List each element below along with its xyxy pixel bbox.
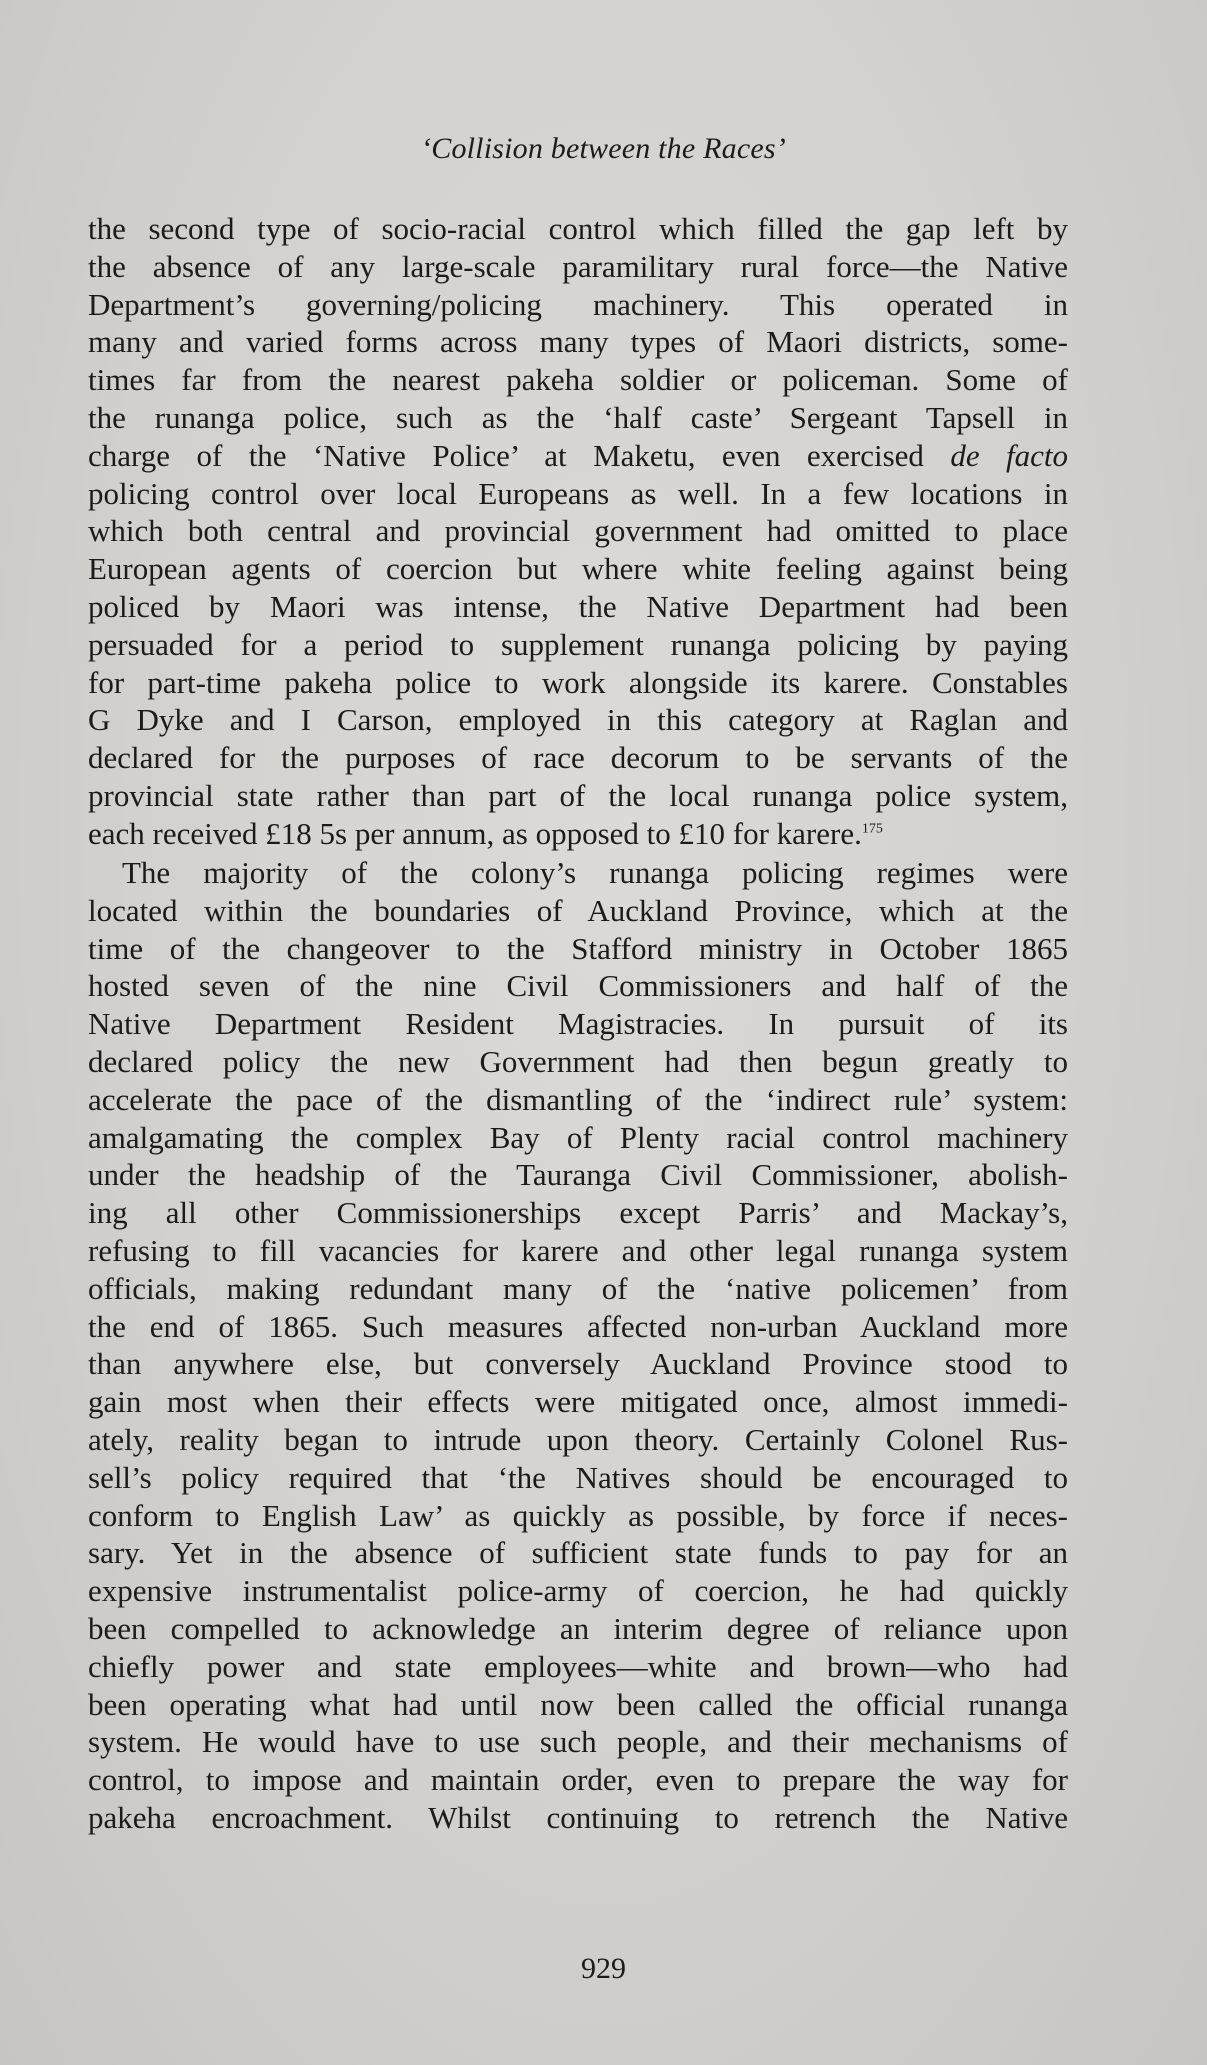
text-line-with-italic [88,437,1068,475]
page-number: 929 [581,1952,626,1985]
text-segment: each received £18 5s per annum, as opposed to £10 for karere. [88,815,862,851]
text-line: under the headship of the Tauranga Civil Commissioner, abolish- [88,1157,1068,1193]
paragraph-1 [88,210,1068,853]
text-line-with-footnote [88,815,1068,853]
text-line: times far from the nearest pakeha soldier or policeman. Some of [88,362,1068,398]
text-line: European agents of coercion but where white feeling against being [88,551,1068,587]
text-line: conform to English Law’ as quickly as possible, by force if neces- [88,1497,1068,1533]
text-line: amalgamating the complex Bay of Plenty racial control machinery [88,1119,1068,1155]
text-line: hosted seven of the nine Civil Commissioners and half of the [88,968,1068,1004]
text-line: chiefly power and state employees—white and brown—who had [88,1648,1068,1684]
text-line: declared policy the new Government had then begun greatly to [88,1043,1068,1079]
text-line: the absence of any large-scale paramilitary rural force—the Native [88,248,1068,284]
text-line: which both central and provincial government had omitted to place [88,513,1068,549]
text-line: declared for the purposes of race decorum to be servants of the [88,740,1068,776]
text-line: ing all other Commissionerships except Parris’ and Mackay’s, [88,1195,1068,1231]
text-line: The majority of the colony’s runanga policing regimes were [122,855,1068,890]
text-line: the end of 1865. Such measures affected non-urban Auckland more [88,1308,1068,1344]
text-line: located within the boundaries of Auckland Province, which at the [88,892,1068,928]
text-line: for part-time pakeha police to work alongside its karere. Constables [88,664,1068,700]
text-line: than anywhere else, but conversely Auckland Province stood to [88,1346,1068,1382]
text-line: G Dyke and I Carson, employed in this category at Raglan and [88,702,1068,738]
text-line: the runanga police, such as the ‘half caste’ Sergeant Tapsell in [88,399,1068,435]
text-line: gain most when their effects were mitigated once, almost immedi- [88,1384,1068,1420]
text-line: expensive instrumentalist police-army of coercion, he had quickly [88,1573,1068,1609]
text-line: many and varied forms across many types of Maori districts, some- [88,324,1068,360]
text-line: system. He would have to use such people, and their mechanisms of [88,1724,1068,1760]
text-line: Department’s governing/policing machinery. This operated in [88,286,1068,322]
text-line: Native Department Resident Magistracies. In pursuit of its [88,1006,1068,1042]
running-head: ‘Collision between the Races’ [421,132,786,165]
text-segment: charge of the ‘Native Police’ at Maketu, even exercised [88,437,924,473]
text-line: officials, making redundant many of the ‘native policemen’ from [88,1270,1068,1306]
text-line: control, to impose and maintain order, even to prepare the way for [88,1762,1068,1798]
text-line: sell’s policy required that ‘the Natives should be encouraged to [88,1459,1068,1495]
italic-phrase: de facto [950,437,1069,473]
text-line: persuaded for a period to supplement runanga policing by paying [88,626,1068,662]
text-line: sary. Yet in the absence of sufficient state funds to pay for an [88,1535,1068,1571]
text-line: pakeha encroachment. Whilst continuing to retrench the Native [88,1799,1068,1835]
text-line: provincial state rather than part of the local runanga police system, [88,777,1068,813]
text-line: policed by Maori was intense, the Native Department had been [88,588,1068,624]
paragraph-2 [88,854,1068,1837]
text-line: accelerate the pace of the dismantling of the ‘indirect rule’ system: [88,1081,1068,1117]
text-line: time of the changeover to the Stafford ministry in October 1865 [88,930,1068,966]
text-line: been operating what had until now been called the official runanga [88,1686,1068,1722]
text-line: ately, reality began to intrude upon theory. Certainly Colonel Rus- [88,1421,1068,1457]
footnote-marker[interactable]: 175 [861,821,883,837]
text-line: been compelled to acknowledge an interim degree of reliance upon [88,1610,1068,1646]
text-line: policing control over local Europeans as well. In a few locations in [88,475,1068,511]
text-line: refusing to fill vacancies for karere and other legal runanga system [88,1232,1068,1268]
text-line: the second type of socio-racial control which filled the gap left by [88,211,1068,246]
